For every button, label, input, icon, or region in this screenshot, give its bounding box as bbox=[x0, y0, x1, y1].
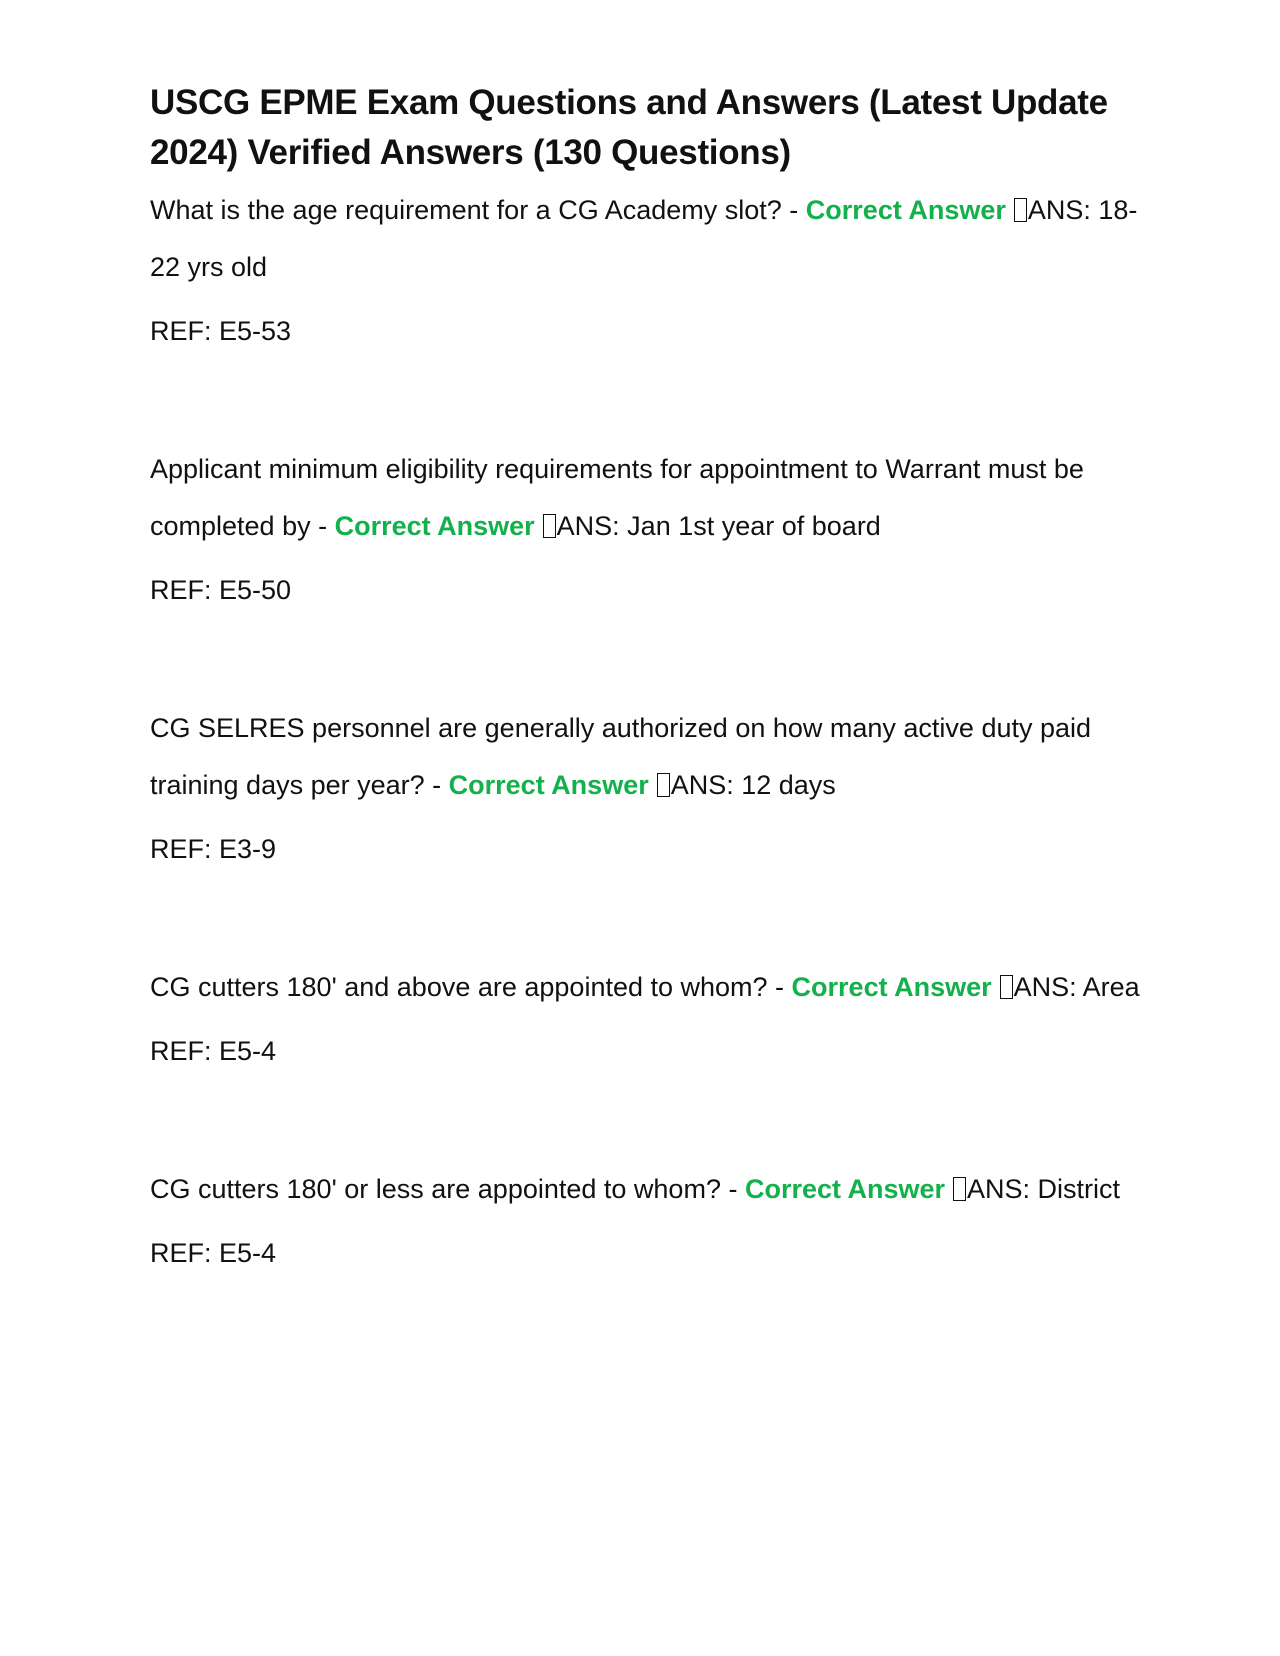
answer-text: ANS: 18-22 yrs old bbox=[150, 195, 1138, 282]
reference-text: REF: E3-9 bbox=[150, 834, 277, 864]
question-prompt: CG cutters 180' and above are appointed to whom? - bbox=[150, 972, 792, 1002]
question-text bbox=[150, 182, 1140, 296]
question-text bbox=[150, 959, 1140, 1016]
reference-text: REF: E5-4 bbox=[150, 1238, 277, 1268]
qa-item bbox=[150, 700, 1140, 867]
question-prompt: CG cutters 180' or less are appointed to whom? - bbox=[150, 1174, 745, 1204]
reference-text: REF: E5-53 bbox=[150, 316, 292, 346]
answer-text: ANS: Jan 1st year of board bbox=[556, 511, 881, 541]
correct-answer-label: Correct Answer bbox=[805, 195, 1006, 225]
answer-text: ANS: Area bbox=[1013, 972, 1140, 1002]
correct-answer-label: Correct Answer bbox=[791, 972, 992, 1002]
answer-text: ANS: District bbox=[967, 1174, 1121, 1204]
answer-text: ANS: 12 days bbox=[670, 770, 836, 800]
missing-glyph-icon bbox=[1014, 198, 1027, 222]
document-title: USCG EPME Exam Questions and Answers (Latest Update 2024) Verified Answers (130 Questions) bbox=[150, 83, 1108, 172]
question-prompt: CG SELRES personnel are generally authorized on how many active duty paid training days per year? - bbox=[150, 713, 1092, 800]
reference-text: REF: E5-4 bbox=[150, 1036, 277, 1066]
missing-glyph-icon bbox=[543, 514, 556, 538]
question-text bbox=[150, 700, 1140, 814]
question-text bbox=[150, 441, 1140, 555]
document-page bbox=[150, 78, 1140, 1363]
missing-glyph-icon bbox=[1000, 975, 1013, 999]
question-prompt: What is the age requirement for a CG Academy slot? - bbox=[150, 195, 806, 225]
qa-item bbox=[150, 959, 1140, 1069]
qa-item bbox=[150, 441, 1140, 608]
correct-answer-label: Correct Answer bbox=[448, 770, 649, 800]
qa-list bbox=[150, 182, 1140, 1271]
qa-item bbox=[150, 1161, 1140, 1271]
correct-answer-label: Correct Answer bbox=[744, 1174, 946, 1204]
question-prompt: Applicant minimum eligibility requirements for appointment to Warrant must be completed by - bbox=[150, 454, 1084, 541]
qa-item bbox=[150, 182, 1140, 349]
question-text bbox=[150, 1161, 1140, 1218]
reference-text: REF: E5-50 bbox=[150, 575, 292, 605]
missing-glyph-icon bbox=[657, 773, 670, 797]
correct-answer-label: Correct Answer bbox=[334, 511, 535, 541]
missing-glyph-icon bbox=[953, 1177, 966, 1201]
